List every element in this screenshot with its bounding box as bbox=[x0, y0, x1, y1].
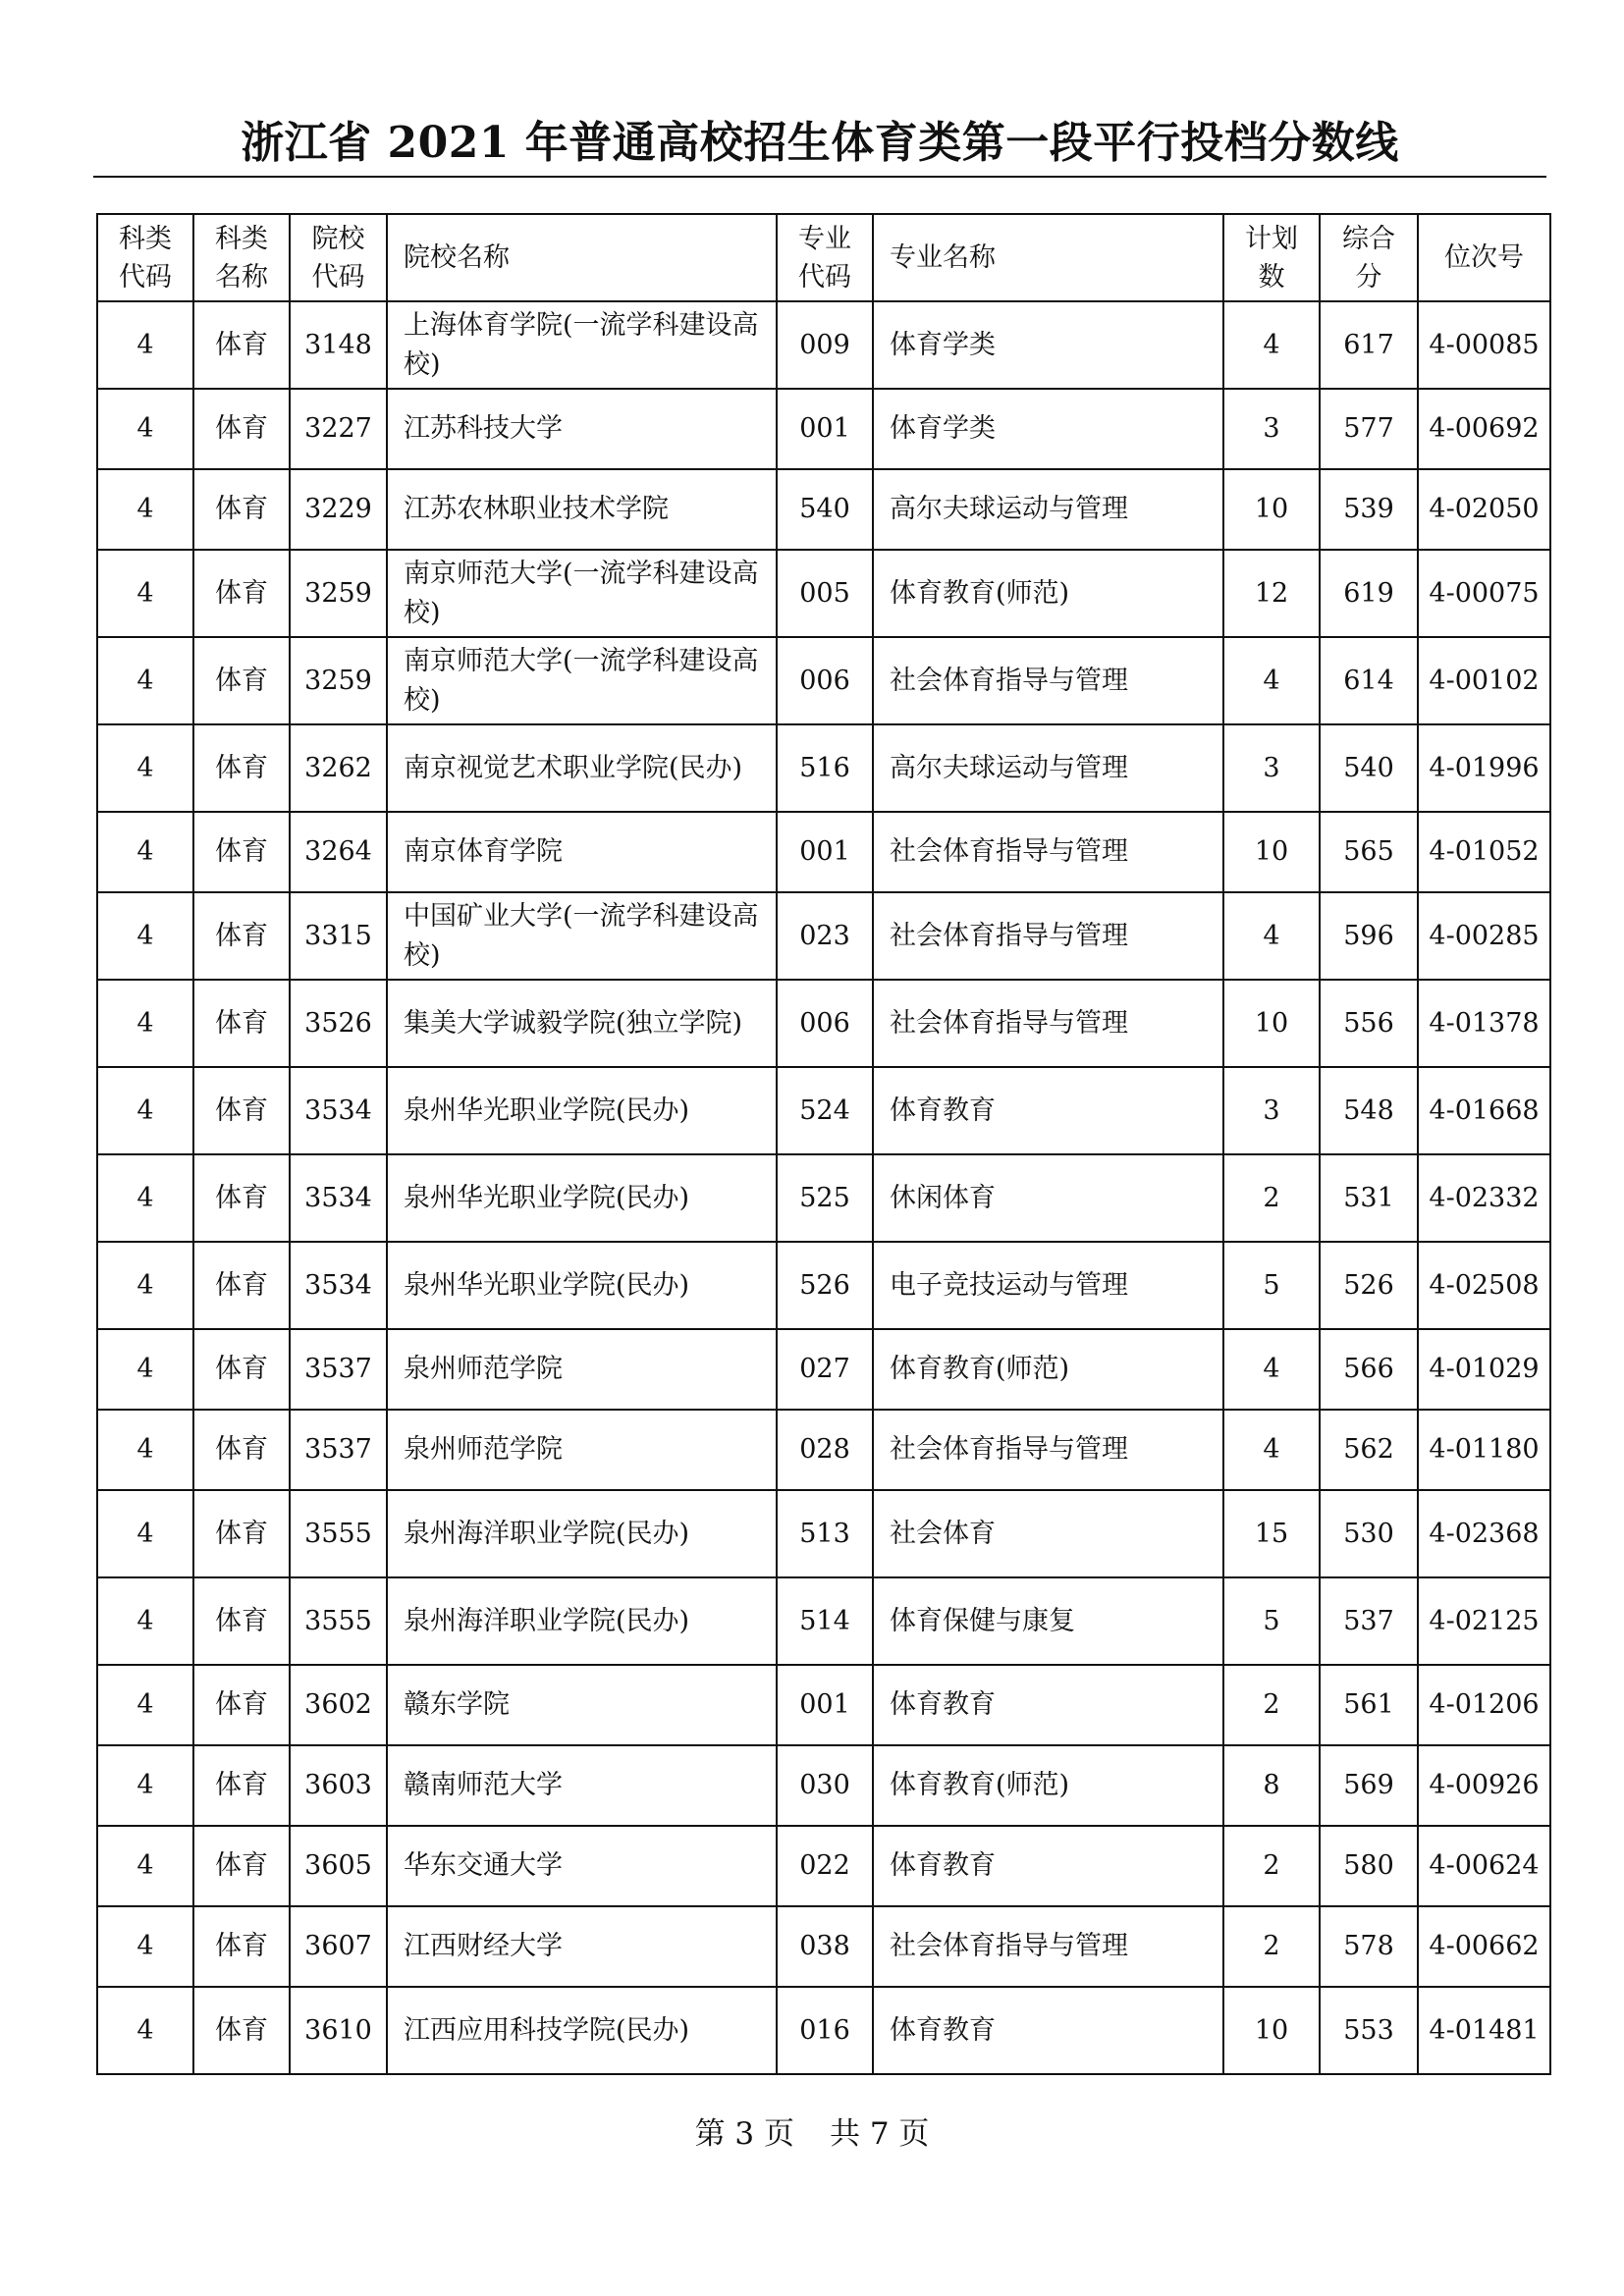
cell-subject-code: 4 bbox=[97, 1410, 193, 1490]
cell-plan-count: 4 bbox=[1223, 1329, 1320, 1410]
cell-plan-count: 4 bbox=[1223, 892, 1320, 980]
cell-composite-score: 553 bbox=[1320, 1987, 1418, 2074]
cell-rank: 4-01378 bbox=[1418, 980, 1550, 1067]
cell-school-code: 3315 bbox=[290, 892, 387, 980]
cell-school-code: 3555 bbox=[290, 1490, 387, 1577]
cell-major-code: 023 bbox=[777, 892, 873, 980]
cell-major-code: 009 bbox=[777, 301, 873, 389]
cell-major-code: 038 bbox=[777, 1906, 873, 1987]
cell-rank: 4-00085 bbox=[1418, 301, 1550, 389]
cell-subject-code: 4 bbox=[97, 1242, 193, 1329]
cell-major-name: 电子竞技运动与管理 bbox=[873, 1242, 1223, 1329]
cell-school-name: 赣南师范大学 bbox=[387, 1745, 777, 1826]
cell-subject-code: 4 bbox=[97, 1826, 193, 1906]
cell-school-name: 泉州海洋职业学院(民办) bbox=[387, 1490, 777, 1577]
cell-plan-count: 3 bbox=[1223, 724, 1320, 812]
cell-major-code: 028 bbox=[777, 1410, 873, 1490]
cell-school-code: 3605 bbox=[290, 1826, 387, 1906]
table-row bbox=[97, 389, 1550, 469]
cell-major-code: 526 bbox=[777, 1242, 873, 1329]
header-major-name: 专业名称 bbox=[873, 214, 1223, 301]
cell-school-name: 江苏科技大学 bbox=[387, 389, 777, 469]
cell-plan-count: 2 bbox=[1223, 1826, 1320, 1906]
cell-plan-count: 10 bbox=[1223, 812, 1320, 892]
cell-plan-count: 4 bbox=[1223, 637, 1320, 724]
cell-composite-score: 577 bbox=[1320, 389, 1418, 469]
cell-school-name: 南京师范大学(一流学科建设高校) bbox=[387, 550, 777, 637]
cell-rank: 4-00624 bbox=[1418, 1826, 1550, 1906]
cell-subject-code: 4 bbox=[97, 1154, 193, 1242]
cell-school-code: 3602 bbox=[290, 1665, 387, 1745]
cell-school-code: 3555 bbox=[290, 1577, 387, 1665]
cell-major-name: 社会体育指导与管理 bbox=[873, 1410, 1223, 1490]
page-number: 第 3 页 bbox=[694, 2116, 794, 2152]
cell-rank: 4-01481 bbox=[1418, 1987, 1550, 2074]
cell-plan-count: 5 bbox=[1223, 1577, 1320, 1665]
cell-school-name: 江苏农林职业技术学院 bbox=[387, 469, 777, 550]
cell-major-code: 525 bbox=[777, 1154, 873, 1242]
page-title: 浙江省 2021 年普通高校招生体育类第一段平行投档分数线 bbox=[241, 118, 1399, 168]
cell-rank: 4-02125 bbox=[1418, 1577, 1550, 1665]
table-row bbox=[97, 1154, 1550, 1242]
cell-plan-count: 2 bbox=[1223, 1906, 1320, 1987]
cell-composite-score: 596 bbox=[1320, 892, 1418, 980]
cell-subject-name: 体育 bbox=[193, 389, 290, 469]
cell-subject-code: 4 bbox=[97, 1745, 193, 1826]
cell-subject-name: 体育 bbox=[193, 1410, 290, 1490]
cell-major-code: 006 bbox=[777, 637, 873, 724]
cell-major-name: 高尔夫球运动与管理 bbox=[873, 469, 1223, 550]
header-composite-score: 综合分 bbox=[1320, 214, 1418, 301]
table-row bbox=[97, 1665, 1550, 1745]
header-subject-name: 科类名称 bbox=[193, 214, 290, 301]
cell-subject-code: 4 bbox=[97, 892, 193, 980]
cell-subject-name: 体育 bbox=[193, 1067, 290, 1154]
cell-rank: 4-00926 bbox=[1418, 1745, 1550, 1826]
cell-school-name: 华东交通大学 bbox=[387, 1826, 777, 1906]
cell-major-code: 540 bbox=[777, 469, 873, 550]
cell-composite-score: 530 bbox=[1320, 1490, 1418, 1577]
cell-school-name: 江西财经大学 bbox=[387, 1906, 777, 1987]
cell-rank: 4-01180 bbox=[1418, 1410, 1550, 1490]
cell-subject-name: 体育 bbox=[193, 1154, 290, 1242]
cell-major-name: 体育教育(师范) bbox=[873, 550, 1223, 637]
cell-school-name: 泉州师范学院 bbox=[387, 1410, 777, 1490]
cell-rank: 4-01206 bbox=[1418, 1665, 1550, 1745]
cell-plan-count: 15 bbox=[1223, 1490, 1320, 1577]
cell-subject-name: 体育 bbox=[193, 637, 290, 724]
cell-composite-score: 526 bbox=[1320, 1242, 1418, 1329]
table-row bbox=[97, 1745, 1550, 1826]
cell-major-name: 高尔夫球运动与管理 bbox=[873, 724, 1223, 812]
cell-subject-code: 4 bbox=[97, 812, 193, 892]
cell-subject-name: 体育 bbox=[193, 1242, 290, 1329]
cell-subject-code: 4 bbox=[97, 389, 193, 469]
table-row bbox=[97, 1410, 1550, 1490]
cell-major-code: 001 bbox=[777, 1665, 873, 1745]
cell-composite-score: 619 bbox=[1320, 550, 1418, 637]
cell-subject-code: 4 bbox=[97, 469, 193, 550]
cell-school-name: 泉州华光职业学院(民办) bbox=[387, 1067, 777, 1154]
cell-composite-score: 566 bbox=[1320, 1329, 1418, 1410]
cell-plan-count: 2 bbox=[1223, 1154, 1320, 1242]
cell-subject-name: 体育 bbox=[193, 892, 290, 980]
cell-major-code: 524 bbox=[777, 1067, 873, 1154]
cell-school-code: 3229 bbox=[290, 469, 387, 550]
cell-composite-score: 561 bbox=[1320, 1665, 1418, 1745]
table-row bbox=[97, 724, 1550, 812]
cell-major-name: 社会体育 bbox=[873, 1490, 1223, 1577]
cell-rank: 4-02508 bbox=[1418, 1242, 1550, 1329]
cell-rank: 4-02368 bbox=[1418, 1490, 1550, 1577]
page-footer bbox=[0, 2112, 1624, 2156]
cell-major-name: 社会体育指导与管理 bbox=[873, 1906, 1223, 1987]
cell-subject-name: 体育 bbox=[193, 1745, 290, 1826]
cell-subject-code: 4 bbox=[97, 980, 193, 1067]
cell-plan-count: 4 bbox=[1223, 1410, 1320, 1490]
cell-subject-name: 体育 bbox=[193, 550, 290, 637]
table-row bbox=[97, 1987, 1550, 2074]
cell-school-code: 3534 bbox=[290, 1067, 387, 1154]
cell-major-code: 001 bbox=[777, 389, 873, 469]
cell-major-name: 体育学类 bbox=[873, 389, 1223, 469]
cell-composite-score: 617 bbox=[1320, 301, 1418, 389]
cell-subject-name: 体育 bbox=[193, 1490, 290, 1577]
table-row bbox=[97, 1490, 1550, 1577]
cell-school-name: 南京体育学院 bbox=[387, 812, 777, 892]
cell-major-code: 516 bbox=[777, 724, 873, 812]
table-row bbox=[97, 1329, 1550, 1410]
cell-rank: 4-01996 bbox=[1418, 724, 1550, 812]
header-school-code: 院校代码 bbox=[290, 214, 387, 301]
table-row bbox=[97, 892, 1550, 980]
cell-subject-code: 4 bbox=[97, 1665, 193, 1745]
cell-school-code: 3537 bbox=[290, 1329, 387, 1410]
table-row bbox=[97, 1826, 1550, 1906]
cell-subject-name: 体育 bbox=[193, 301, 290, 389]
cell-major-code: 027 bbox=[777, 1329, 873, 1410]
cell-plan-count: 10 bbox=[1223, 469, 1320, 550]
cell-composite-score: 569 bbox=[1320, 1745, 1418, 1826]
cell-major-name: 社会体育指导与管理 bbox=[873, 637, 1223, 724]
cell-subject-code: 4 bbox=[97, 1577, 193, 1665]
cell-subject-name: 体育 bbox=[193, 1329, 290, 1410]
cell-plan-count: 5 bbox=[1223, 1242, 1320, 1329]
cell-major-code: 514 bbox=[777, 1577, 873, 1665]
cell-rank: 4-00102 bbox=[1418, 637, 1550, 724]
cell-composite-score: 539 bbox=[1320, 469, 1418, 550]
cell-school-code: 3610 bbox=[290, 1987, 387, 2074]
header-rank: 位次号 bbox=[1418, 214, 1550, 301]
cell-plan-count: 10 bbox=[1223, 980, 1320, 1067]
cell-rank: 4-00285 bbox=[1418, 892, 1550, 980]
cell-composite-score: 548 bbox=[1320, 1067, 1418, 1154]
cell-school-code: 3264 bbox=[290, 812, 387, 892]
cell-rank: 4-01668 bbox=[1418, 1067, 1550, 1154]
admission-score-table bbox=[96, 213, 1551, 2075]
table-row bbox=[97, 550, 1550, 637]
cell-composite-score: 540 bbox=[1320, 724, 1418, 812]
cell-school-name: 中国矿业大学(一流学科建设高校) bbox=[387, 892, 777, 980]
cell-subject-code: 4 bbox=[97, 724, 193, 812]
cell-plan-count: 4 bbox=[1223, 301, 1320, 389]
table-body bbox=[97, 301, 1550, 2074]
cell-subject-name: 体育 bbox=[193, 1987, 290, 2074]
cell-school-code: 3262 bbox=[290, 724, 387, 812]
cell-major-code: 006 bbox=[777, 980, 873, 1067]
cell-subject-code: 4 bbox=[97, 1906, 193, 1987]
cell-composite-score: 537 bbox=[1320, 1577, 1418, 1665]
cell-major-code: 001 bbox=[777, 812, 873, 892]
cell-school-name: 泉州华光职业学院(民办) bbox=[387, 1154, 777, 1242]
cell-subject-name: 体育 bbox=[193, 1665, 290, 1745]
cell-composite-score: 556 bbox=[1320, 980, 1418, 1067]
cell-school-code: 3607 bbox=[290, 1906, 387, 1987]
table-row bbox=[97, 1906, 1550, 1987]
table-row bbox=[97, 1242, 1550, 1329]
cell-major-code: 030 bbox=[777, 1745, 873, 1826]
cell-major-code: 513 bbox=[777, 1490, 873, 1577]
cell-major-name: 体育学类 bbox=[873, 301, 1223, 389]
cell-rank: 4-02332 bbox=[1418, 1154, 1550, 1242]
cell-subject-name: 体育 bbox=[193, 1906, 290, 1987]
header-school-name: 院校名称 bbox=[387, 214, 777, 301]
cell-subject-name: 体育 bbox=[193, 812, 290, 892]
cell-composite-score: 565 bbox=[1320, 812, 1418, 892]
cell-plan-count: 3 bbox=[1223, 389, 1320, 469]
cell-composite-score: 562 bbox=[1320, 1410, 1418, 1490]
page-total: 共 7 页 bbox=[830, 2116, 930, 2152]
cell-major-name: 体育保健与康复 bbox=[873, 1577, 1223, 1665]
table-row bbox=[97, 469, 1550, 550]
table-row bbox=[97, 1067, 1550, 1154]
cell-rank: 4-01029 bbox=[1418, 1329, 1550, 1410]
table-row bbox=[97, 812, 1550, 892]
cell-major-name: 体育教育 bbox=[873, 1665, 1223, 1745]
cell-school-name: 江西应用科技学院(民办) bbox=[387, 1987, 777, 2074]
table-row bbox=[97, 1577, 1550, 1665]
table-row bbox=[97, 980, 1550, 1067]
table-header-row bbox=[97, 214, 1550, 301]
cell-rank: 4-00075 bbox=[1418, 550, 1550, 637]
cell-school-code: 3603 bbox=[290, 1745, 387, 1826]
cell-subject-name: 体育 bbox=[193, 1577, 290, 1665]
cell-rank: 4-02050 bbox=[1418, 469, 1550, 550]
cell-school-name: 赣东学院 bbox=[387, 1665, 777, 1745]
cell-school-code: 3227 bbox=[290, 389, 387, 469]
cell-major-name: 社会体育指导与管理 bbox=[873, 892, 1223, 980]
cell-school-name: 集美大学诚毅学院(独立学院) bbox=[387, 980, 777, 1067]
cell-school-name: 泉州师范学院 bbox=[387, 1329, 777, 1410]
cell-school-name: 泉州华光职业学院(民办) bbox=[387, 1242, 777, 1329]
cell-major-name: 体育教育 bbox=[873, 1987, 1223, 2074]
cell-subject-name: 体育 bbox=[193, 724, 290, 812]
table-row bbox=[97, 637, 1550, 724]
cell-school-code: 3537 bbox=[290, 1410, 387, 1490]
cell-subject-code: 4 bbox=[97, 637, 193, 724]
header-major-code: 专业代码 bbox=[777, 214, 873, 301]
cell-subject-code: 4 bbox=[97, 1987, 193, 2074]
cell-school-name: 南京视觉艺术职业学院(民办) bbox=[387, 724, 777, 812]
cell-major-name: 休闲体育 bbox=[873, 1154, 1223, 1242]
cell-composite-score: 531 bbox=[1320, 1154, 1418, 1242]
cell-school-name: 上海体育学院(一流学科建设高校) bbox=[387, 301, 777, 389]
cell-major-name: 社会体育指导与管理 bbox=[873, 812, 1223, 892]
cell-school-code: 3259 bbox=[290, 550, 387, 637]
title-underline bbox=[93, 176, 1546, 178]
header-subject-code: 科类代码 bbox=[97, 214, 193, 301]
cell-school-code: 3534 bbox=[290, 1242, 387, 1329]
cell-composite-score: 614 bbox=[1320, 637, 1418, 724]
cell-school-name: 南京师范大学(一流学科建设高校) bbox=[387, 637, 777, 724]
cell-school-name: 泉州海洋职业学院(民办) bbox=[387, 1577, 777, 1665]
cell-school-code: 3534 bbox=[290, 1154, 387, 1242]
cell-subject-name: 体育 bbox=[193, 980, 290, 1067]
cell-composite-score: 580 bbox=[1320, 1826, 1418, 1906]
cell-major-name: 体育教育(师范) bbox=[873, 1329, 1223, 1410]
cell-school-code: 3526 bbox=[290, 980, 387, 1067]
cell-rank: 4-00662 bbox=[1418, 1906, 1550, 1987]
cell-major-name: 社会体育指导与管理 bbox=[873, 980, 1223, 1067]
cell-plan-count: 10 bbox=[1223, 1987, 1320, 2074]
cell-plan-count: 8 bbox=[1223, 1745, 1320, 1826]
cell-subject-name: 体育 bbox=[193, 469, 290, 550]
cell-rank: 4-00692 bbox=[1418, 389, 1550, 469]
cell-subject-code: 4 bbox=[97, 550, 193, 637]
cell-major-name: 体育教育(师范) bbox=[873, 1745, 1223, 1826]
cell-rank: 4-01052 bbox=[1418, 812, 1550, 892]
cell-school-code: 3148 bbox=[290, 301, 387, 389]
cell-major-name: 体育教育 bbox=[873, 1067, 1223, 1154]
cell-subject-code: 4 bbox=[97, 301, 193, 389]
cell-subject-code: 4 bbox=[97, 1490, 193, 1577]
header-plan-count: 计划数 bbox=[1223, 214, 1320, 301]
cell-major-code: 022 bbox=[777, 1826, 873, 1906]
cell-school-code: 3259 bbox=[290, 637, 387, 724]
cell-subject-code: 4 bbox=[97, 1067, 193, 1154]
cell-subject-name: 体育 bbox=[193, 1826, 290, 1906]
table-row bbox=[97, 301, 1550, 389]
cell-plan-count: 3 bbox=[1223, 1067, 1320, 1154]
cell-major-code: 016 bbox=[777, 1987, 873, 2074]
cell-major-code: 005 bbox=[777, 550, 873, 637]
cell-plan-count: 12 bbox=[1223, 550, 1320, 637]
cell-composite-score: 578 bbox=[1320, 1906, 1418, 1987]
cell-major-name: 体育教育 bbox=[873, 1826, 1223, 1906]
cell-subject-code: 4 bbox=[97, 1329, 193, 1410]
cell-plan-count: 2 bbox=[1223, 1665, 1320, 1745]
